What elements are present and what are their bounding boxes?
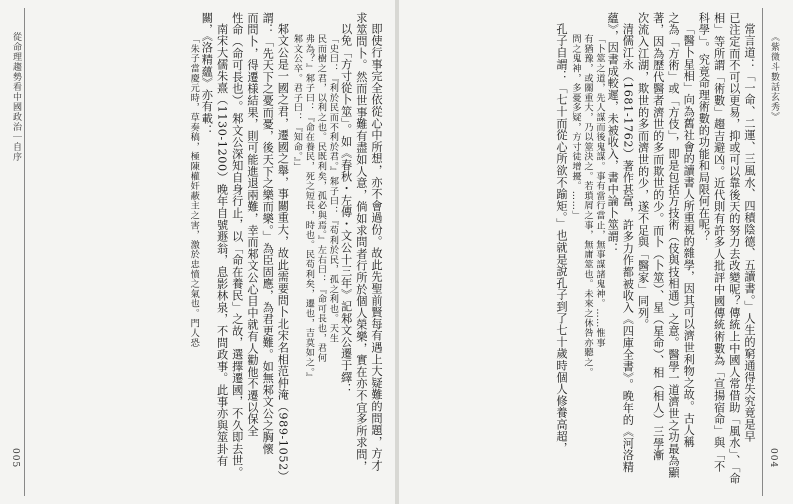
left-page <box>6 8 390 496</box>
book-spine <box>395 0 399 504</box>
left-text-column: 「朱子當慶元時，草奏稿，極陳權奸蔽主之害，激於忠憤之氣也。門人恐 <box>188 34 200 348</box>
right-text-column: 「卜筮之道，先人謀而後鬼謀。事有當行當止，無事謀諸鬼神。……惟事 <box>593 34 605 348</box>
left-text-column: 邾文公卒。君子曰：『知命。』」 <box>291 34 303 172</box>
right-text-column: 「醫卜星相」向為舊社會的讀書人所重視的雜學，因其可以濟世利物之故。古人稱 <box>682 23 696 448</box>
right-margin-rule <box>762 8 763 496</box>
left-text-column: 而問卜，得遷様結果，則可能進退兩難，幸而邾文公心目中就有人勸他不遷以保全 <box>245 12 259 437</box>
right-page-number: 004 <box>768 448 778 469</box>
right-text-column: 孔子自謂：「七十而從心所欲不踰矩。」也就是說孔子到了七十歲時個人修養高超， <box>554 23 568 454</box>
right-text-column: 科學」。究竟命理術數的功能和局限何在呢？ <box>697 12 711 243</box>
right-text-column: 相」等所謂「術數」趨吉避凶。近代則有許多人批評中國傳統術數為「宣揚宿命」與「不 <box>712 12 726 473</box>
left-running-header: 從命理趨勢看中國政治｜自序 <box>11 32 21 162</box>
left-text-column: 民而樹之君，以利之也。民既利矣，孤必與焉。』左右曰：『命可長也，君何 <box>315 34 327 363</box>
left-margin-rule <box>24 8 25 496</box>
left-page-body <box>34 12 384 488</box>
left-text-column: 南宋大儒朱熹（1130-1200）晚年自號遯翁，息影林泉，不問政事。此事亦與筮卦有 <box>215 23 229 467</box>
left-text-column: 性命（命可長也）。邾文公深知自身行止，以「命在養民」之故，選擇遷國，不久即去世。 <box>230 12 244 479</box>
right-text-column: 次流入江湖，欺世的多而濟世的少，遂不足與「醫家」同列。 <box>636 12 650 331</box>
right-text-column: 問之鬼神，多憂多疑，方寸徒增擾。……」 <box>569 34 581 221</box>
right-text-column: 清儒江永（1681-1762）著作甚富，許多力作都被收入《四庫全書》。晚年的《河洛精 <box>621 23 635 473</box>
left-text-column: 即使行事完全依從心中所想，亦不會過份。故此先聖前賢每有遇上大疑難的問題，方才 <box>370 23 383 472</box>
right-text-column: 之為「方術」或「方伎」，即是包括方技術（伎與技相通）之意。醫學一道濟世之功最為顯 <box>666 12 680 479</box>
left-text-column: 謂：「先天下之憂而憂，後天下之樂而樂。」為臣固應，為君更難。如無邾文公之胸懷 <box>261 12 275 455</box>
left-text-column: 求筮問卜。然而世事難有盡如人意，倘如求問者行所於個人榮樂，實在亦不宜多所求問， <box>354 12 368 473</box>
left-text-column: 以免「方寸從卜筮」。如《春秋・左傳・文公十三年》記邾文公遷于繹： <box>339 23 353 395</box>
right-running-header: 《紫微斗數話玄秀》 <box>769 32 779 122</box>
left-text-column: 邾文公是一國之君，遷國之舉，事關重大，故此需要問卜北宋名相范仲淹（989-1052） <box>276 23 290 483</box>
right-text-column: 已注定而不可以更易，抑或可以靠後天的努力去改變呢？傳統上中國人常借助「風水」、「命 <box>727 12 741 485</box>
right-text-column: 著，因為歷代醫者濟世的多而欺世的少。而卜（卜筮）、星（星命）、相（相人）三學漸 <box>651 12 665 461</box>
right-text-column: 有猶豫，或關重大，乃以筮決之。若瑣屑之事，無庸筮也。未來之休咎亦聽之。 <box>581 34 593 377</box>
left-text-column: 弗為？』邾子曰：『命在養民，死之短長，時也。民苟利矣，遷也，吉莫如之。』 <box>303 34 315 383</box>
right-page-body <box>422 12 757 488</box>
right-text-column: 蘊》，因書成較遲，未被收入，書中論卜筮謂： <box>606 12 620 255</box>
right-text-column: 常言道：「一命、二運、三風水、四積陰德、五讀書。」人生的窮通得失究竟是早 <box>743 23 756 443</box>
right-page <box>404 8 787 496</box>
left-page-number: 005 <box>10 448 20 469</box>
left-text-column: 關，《洛精蘊》亦有載： <box>200 12 214 137</box>
left-text-column: 「史曰：『利於民而不利於君。』邾子曰：『苟利於民，孤之利也。天生 <box>327 34 339 343</box>
